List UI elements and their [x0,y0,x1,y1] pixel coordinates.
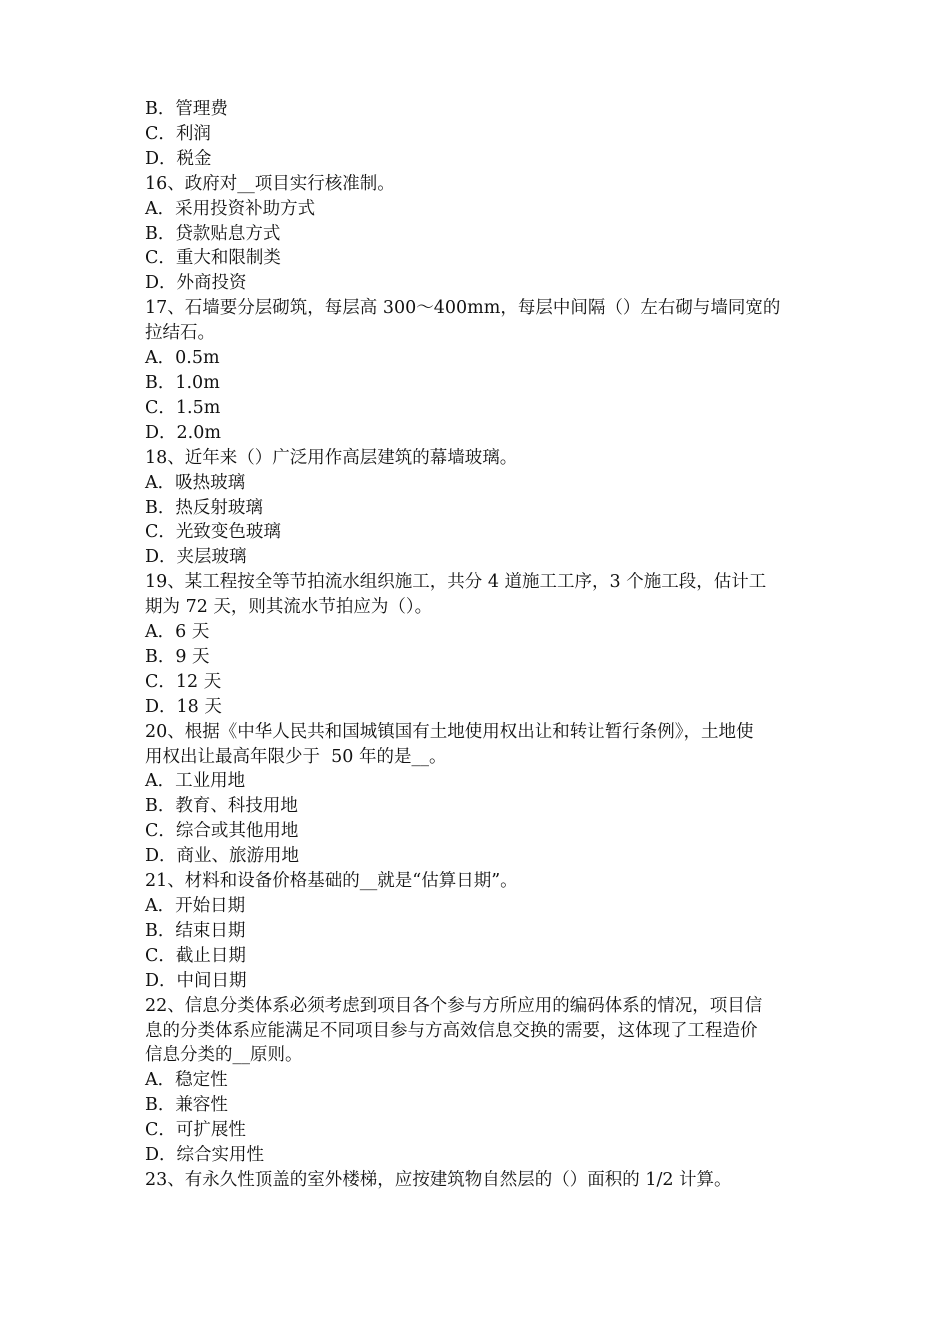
question-17-line-2: 拉结石。 [145,323,215,344]
option-b-19: B．9 天 [145,646,210,667]
option-a-21: A．开始日期 [145,896,246,916]
option-c-20: C．综合或其他用地 [145,821,299,842]
question-18: 18、近年来（）广泛用作高层建筑的幕墙玻璃。 [145,447,518,468]
option-b-20: B．教育、科技用地 [145,796,298,817]
question-19-line-2: 期为 72 天，则其流水节拍应为（）。 [145,597,433,618]
question-20-line-2: 用权出让最高年限少于 50 年的是__。 [145,746,447,767]
question-20-line-1: 20、根据《中华人民共和国城镇国有土地使用权出让和转让暂行条例》，土地使 [145,721,754,742]
option-c-16: C．重大和限制类 [145,248,281,269]
question-19-line-1: 19、某工程按全等节拍流水组织施工，共分 4 道施工工序，3 个施工段，估计工 [145,572,767,593]
option-b-21: B．结束日期 [145,920,246,941]
document-page [145,97,810,1193]
option-d-21: D．中间日期 [145,970,247,991]
option-d-15: D．税金 [145,148,212,169]
question-17-line-1: 17、石墙要分层砌筑，每层高 300～400mm，每层中间隔（）左右砌与墙同宽的 [145,298,781,319]
option-c-17: C．1.5m [145,397,221,418]
option-b-22: B．兼容性 [145,1095,228,1116]
option-d-18: D．夹层玻璃 [145,547,247,568]
option-d-17: D．2.0m [145,422,221,443]
option-b-16: B．贷款贴息方式 [145,223,281,244]
question-22-line-3: 信息分类的__原则。 [145,1045,303,1066]
option-d-19: D．18 天 [145,696,222,717]
option-b-18: B．热反射玻璃 [145,497,263,518]
option-d-16: D．外商投资 [145,273,247,294]
option-a-18: A．吸热玻璃 [145,472,246,493]
question-23: 23、有永久性顶盖的室外楼梯，应按建筑物自然层的（）面积的 1/2 计算。 [145,1169,732,1190]
option-c-21: C．截止日期 [145,945,246,966]
question-16: 16、政府对__项目实行核准制。 [145,173,395,194]
option-a-16: A．采用投资补助方式 [145,198,316,219]
option-a-22: A．稳定性 [145,1070,228,1091]
option-b-17: B．1.0m [145,372,220,393]
question-22-line-1: 22、信息分类体系必须考虑到项目各个参与方所应用的编码体系的情况，项目信 [145,995,763,1016]
question-21: 21、材料和设备价格基础的__就是“估算日期”。 [145,871,518,892]
option-d-22: D．综合实用性 [145,1145,265,1166]
option-c-18: C．光致变色玻璃 [145,522,281,543]
option-c-22: C．可扩展性 [145,1120,246,1141]
option-a-17: A．0.5m [145,348,220,369]
option-a-20: A．工业用地 [145,771,246,792]
option-a-19: A．6 天 [145,622,210,643]
option-c-19: C．12 天 [145,671,222,692]
option-d-20: D．商业、旅游用地 [145,846,300,867]
option-b-15: B．管理费 [145,99,228,119]
option-c-15: C．利润 [145,123,211,144]
question-22-line-2: 息的分类体系应能满足不同项目参与方高效信息交换的需要，这体现了工程造价 [145,1020,758,1041]
